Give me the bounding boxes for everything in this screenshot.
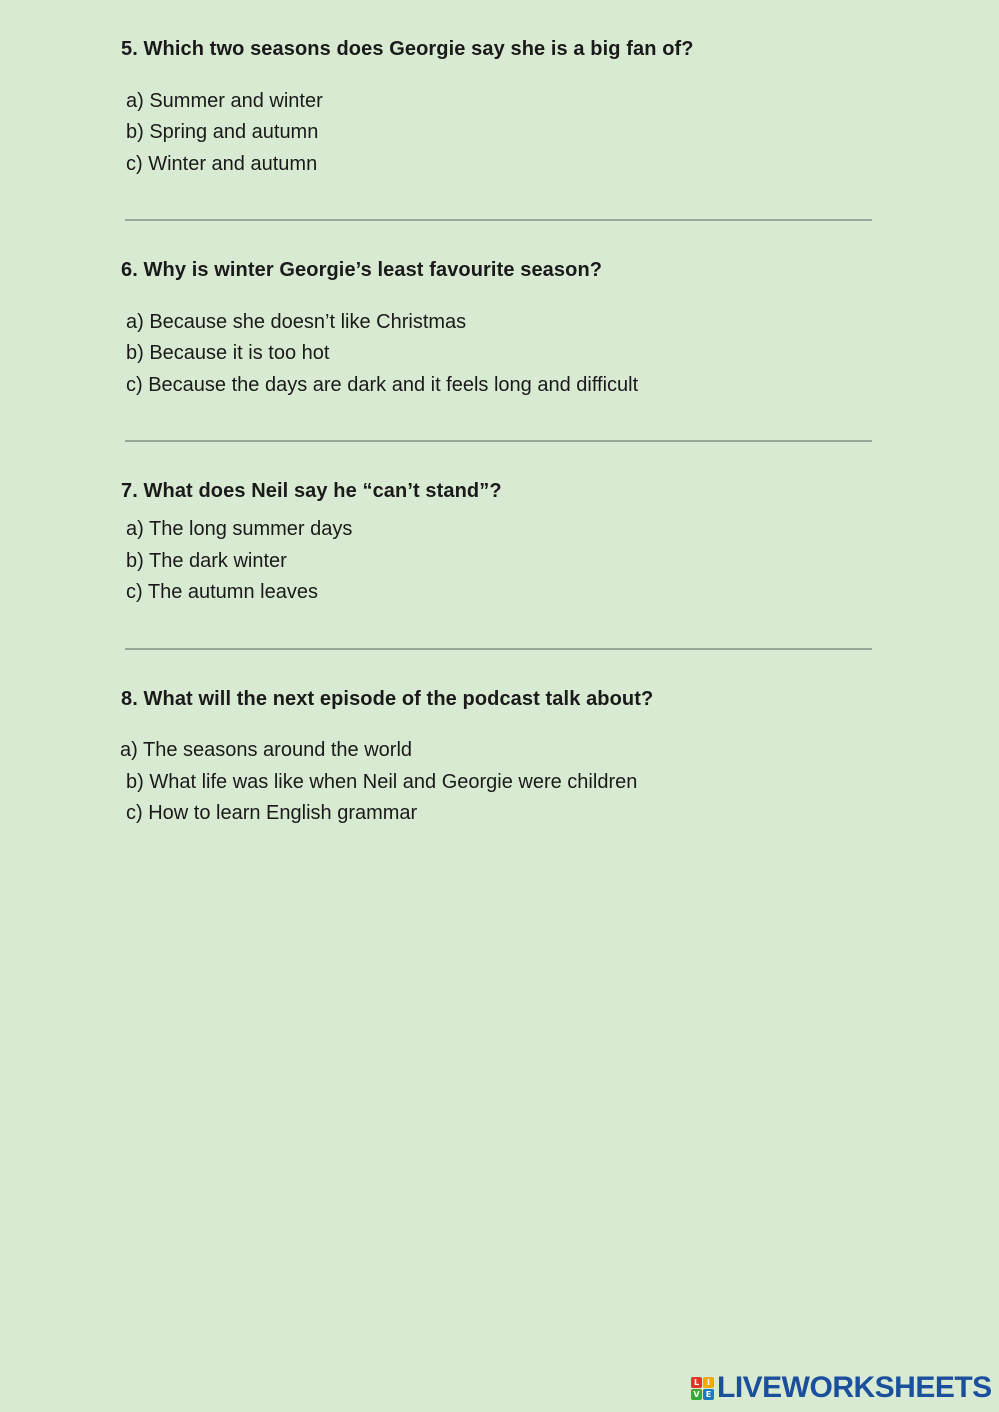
logo-mark-cell: L: [691, 1377, 702, 1388]
question-7-option-b[interactable]: b) The dark winter: [126, 550, 287, 572]
question-5-option-a[interactable]: a) Summer and winter: [126, 90, 323, 112]
question-8-option-a[interactable]: a) The seasons around the world: [120, 739, 413, 761]
question-8-option-b[interactable]: b) What life was like when Neil and Georgie were children: [126, 771, 638, 793]
divider: [125, 648, 872, 650]
question-8: 8. What will the next episode of the podcast talk about?: [121, 688, 654, 710]
question-5-option-b[interactable]: b) Spring and autumn: [126, 121, 319, 143]
question-6: 6. Why is winter Georgie’s least favourite season?: [121, 259, 603, 281]
divider: [125, 219, 872, 221]
logo-mark-cell: I: [703, 1377, 714, 1388]
logo-text: LIVEWORKSHEETS: [717, 1371, 992, 1404]
question-5: 5. Which two seasons does Georgie say she is a big fan of?: [121, 38, 694, 60]
question-8-option-c[interactable]: c) How to learn English grammar: [126, 802, 418, 824]
question-6-option-b[interactable]: b) Because it is too hot: [126, 342, 330, 364]
liveworksheets-logo: [691, 1373, 992, 1403]
question-6-option-c[interactable]: c) Because the days are dark and it feels long and difficult: [126, 374, 639, 396]
question-7-option-c[interactable]: c) The autumn leaves: [126, 581, 318, 603]
question-7-option-a[interactable]: a) The long summer days: [126, 518, 353, 540]
divider: [125, 440, 872, 442]
logo-mark-icon: [691, 1377, 714, 1400]
question-6-option-a[interactable]: a) Because she doesn’t like Christmas: [126, 311, 467, 333]
logo-mark-cell: E: [703, 1389, 714, 1400]
question-5-option-c[interactable]: c) Winter and autumn: [126, 153, 318, 175]
logo-mark-cell: V: [691, 1389, 702, 1400]
question-7: 7. What does Neil say he “can’t stand”?: [121, 480, 502, 502]
